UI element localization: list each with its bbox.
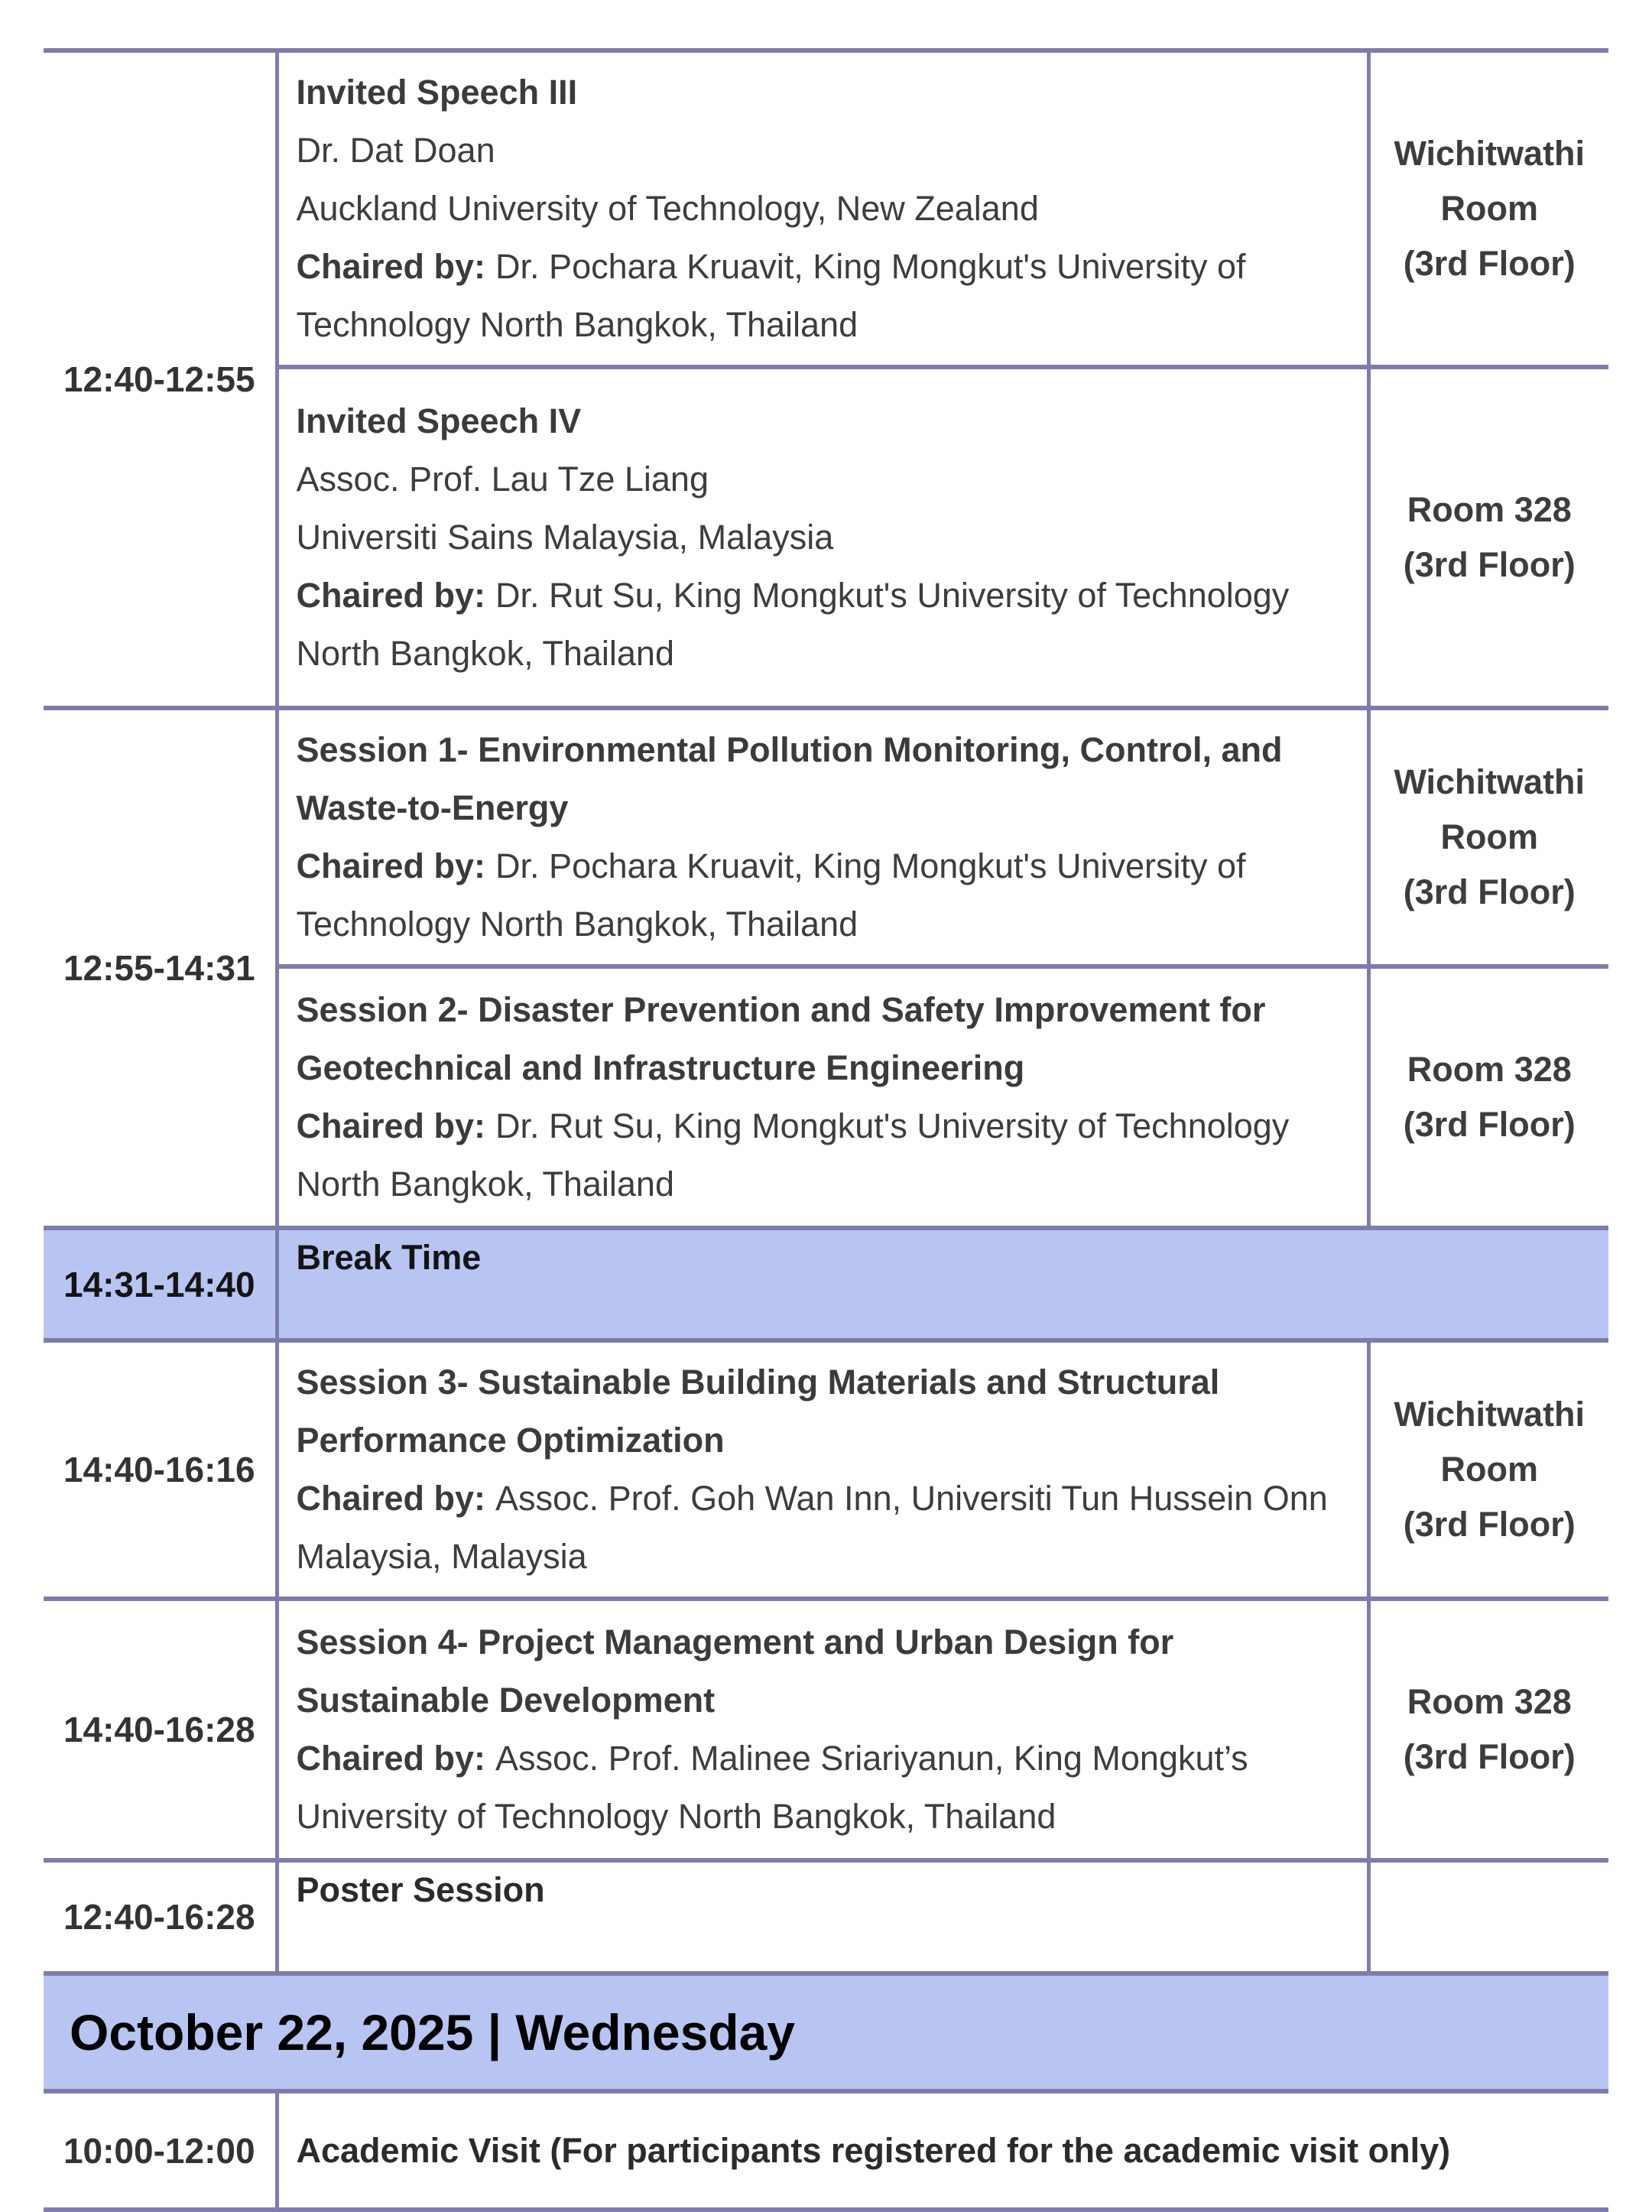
room-floor: (3rd Floor) bbox=[1403, 1737, 1576, 1776]
room-floor: (3rd Floor) bbox=[1403, 545, 1576, 584]
chair-line bbox=[297, 1730, 1350, 1846]
chaired-by-label: Chaired by: bbox=[296, 1479, 486, 1518]
table-row bbox=[44, 2091, 1608, 2210]
time-cell: 12:55-14:31 bbox=[44, 708, 277, 1228]
room-floor: (3rd Floor) bbox=[1403, 872, 1576, 911]
room-name: Room bbox=[1440, 189, 1538, 228]
day-header-cell bbox=[44, 1973, 1608, 2091]
chaired-by-label: Chaired by: bbox=[296, 576, 486, 615]
table-row bbox=[44, 367, 1608, 708]
day-header-title: October 22, 2025 | Wednesday bbox=[70, 2004, 796, 2061]
room-name: Wichitwathi bbox=[1394, 1395, 1585, 1434]
chair-name: Assoc. Prof. Malinee Sriariyanun, King Mongkut’s University of Technology North Bangkok, Thailand bbox=[296, 1739, 1248, 1836]
break-label: Break Time bbox=[296, 1238, 482, 1277]
table-row bbox=[44, 1599, 1608, 1860]
chair-name: Dr. Rut Su, King Mongkut's University of Technology North Bangkok, Thailand bbox=[296, 576, 1290, 673]
room-cell bbox=[1368, 966, 1608, 1228]
room-name: Room 328 bbox=[1407, 1682, 1572, 1721]
academic-visit-cell bbox=[277, 2091, 1608, 2210]
room-cell bbox=[1368, 1599, 1608, 1860]
time-cell: 12:40-12:55 bbox=[44, 50, 277, 708]
chair-name: Dr. Rut Su, King Mongkut's University of Technology North Bangkok, Thailand bbox=[296, 1106, 1290, 1203]
chaired-by-label: Chaired by: bbox=[296, 1739, 486, 1778]
room-floor: (3rd Floor) bbox=[1403, 244, 1576, 283]
chair-line bbox=[297, 238, 1350, 354]
time-cell: 14:40-16:28 bbox=[44, 1599, 277, 1860]
chaired-by-label: Chaired by: bbox=[296, 1106, 486, 1145]
session-cell bbox=[277, 367, 1368, 708]
chair-line bbox=[297, 1470, 1350, 1586]
room-cell bbox=[1368, 708, 1608, 966]
poster-cell bbox=[277, 1860, 1368, 1973]
room-floor: (3rd Floor) bbox=[1403, 1105, 1576, 1144]
chair-name: Assoc. Prof. Goh Wan Inn, Universiti Tun Hussein Onn Malaysia, Malaysia bbox=[296, 1479, 1328, 1576]
speaker-name: Assoc. Prof. Lau Tze Liang bbox=[296, 460, 709, 499]
chaired-by-label: Chaired by: bbox=[296, 846, 486, 885]
chair-line bbox=[297, 837, 1350, 953]
room-floor: (3rd Floor) bbox=[1403, 1505, 1576, 1544]
session-cell bbox=[277, 50, 1368, 367]
time-cell: 14:40-16:16 bbox=[44, 1340, 277, 1599]
chair-name: Dr. Pochara Kruavit, King Mongkut's University of Technology North Bangkok, Thailand bbox=[296, 846, 1246, 944]
time-cell: 10:00-12:00 bbox=[44, 2091, 277, 2210]
academic-visit-label: Academic Visit (For participants registered for the academic visit only) bbox=[296, 2130, 1451, 2170]
room-name: Room bbox=[1440, 1450, 1538, 1489]
break-cell bbox=[277, 1228, 1608, 1340]
table-row bbox=[44, 50, 1608, 367]
session-title: Session 4- Project Management and Urban Design for Sustainable Development bbox=[296, 1622, 1174, 1720]
chair-line bbox=[297, 567, 1350, 683]
session-cell bbox=[277, 966, 1368, 1228]
session-title: Session 2- Disaster Prevention and Safety Improvement for Geotechnical and Infrastructure Engineering bbox=[296, 990, 1266, 1087]
table-row bbox=[44, 966, 1608, 1228]
room-name: Room 328 bbox=[1407, 1050, 1572, 1089]
speaker-affiliation: Universiti Sains Malaysia, Malaysia bbox=[296, 518, 834, 557]
session-title: Session 3- Sustainable Building Materials and Structural Performance Optimization bbox=[296, 1363, 1220, 1460]
room-name: Wichitwathi bbox=[1394, 134, 1585, 173]
time-cell: 14:31-14:40 bbox=[44, 1228, 277, 1340]
speaker-affiliation: Auckland University of Technology, New Zealand bbox=[296, 189, 1039, 228]
chaired-by-label: Chaired by: bbox=[296, 247, 486, 286]
room-name: Wichitwathi bbox=[1394, 762, 1585, 801]
session-cell bbox=[277, 1599, 1368, 1860]
chair-name: Dr. Pochara Kruavit, King Mongkut's University of Technology North Bangkok, Thailand bbox=[296, 247, 1246, 344]
poster-row bbox=[44, 1860, 1608, 1973]
room-name: Room 328 bbox=[1407, 490, 1572, 529]
room-cell bbox=[1368, 367, 1608, 708]
break-row bbox=[44, 1228, 1608, 1340]
room-cell bbox=[1368, 1340, 1608, 1599]
day-header-row bbox=[44, 1973, 1608, 2091]
speaker-name: Dr. Dat Doan bbox=[296, 131, 495, 170]
table-row bbox=[44, 708, 1608, 966]
session-cell bbox=[277, 708, 1368, 966]
session-title: Session 1- Environmental Pollution Monitoring, Control, and Waste-to-Energy bbox=[296, 730, 1283, 827]
room-name: Room bbox=[1440, 817, 1538, 856]
session-cell bbox=[277, 1340, 1368, 1599]
time-cell: 12:40-16:28 bbox=[44, 1860, 277, 1973]
room-cell bbox=[1368, 50, 1608, 367]
table-row bbox=[44, 1340, 1608, 1599]
session-title: Invited Speech III bbox=[296, 73, 578, 112]
session-title: Invited Speech IV bbox=[296, 401, 582, 440]
chair-line bbox=[297, 1097, 1350, 1213]
poster-label: Poster Session bbox=[296, 1870, 545, 1909]
room-cell-empty bbox=[1368, 1860, 1608, 1973]
conference-schedule-table bbox=[44, 48, 1608, 2212]
